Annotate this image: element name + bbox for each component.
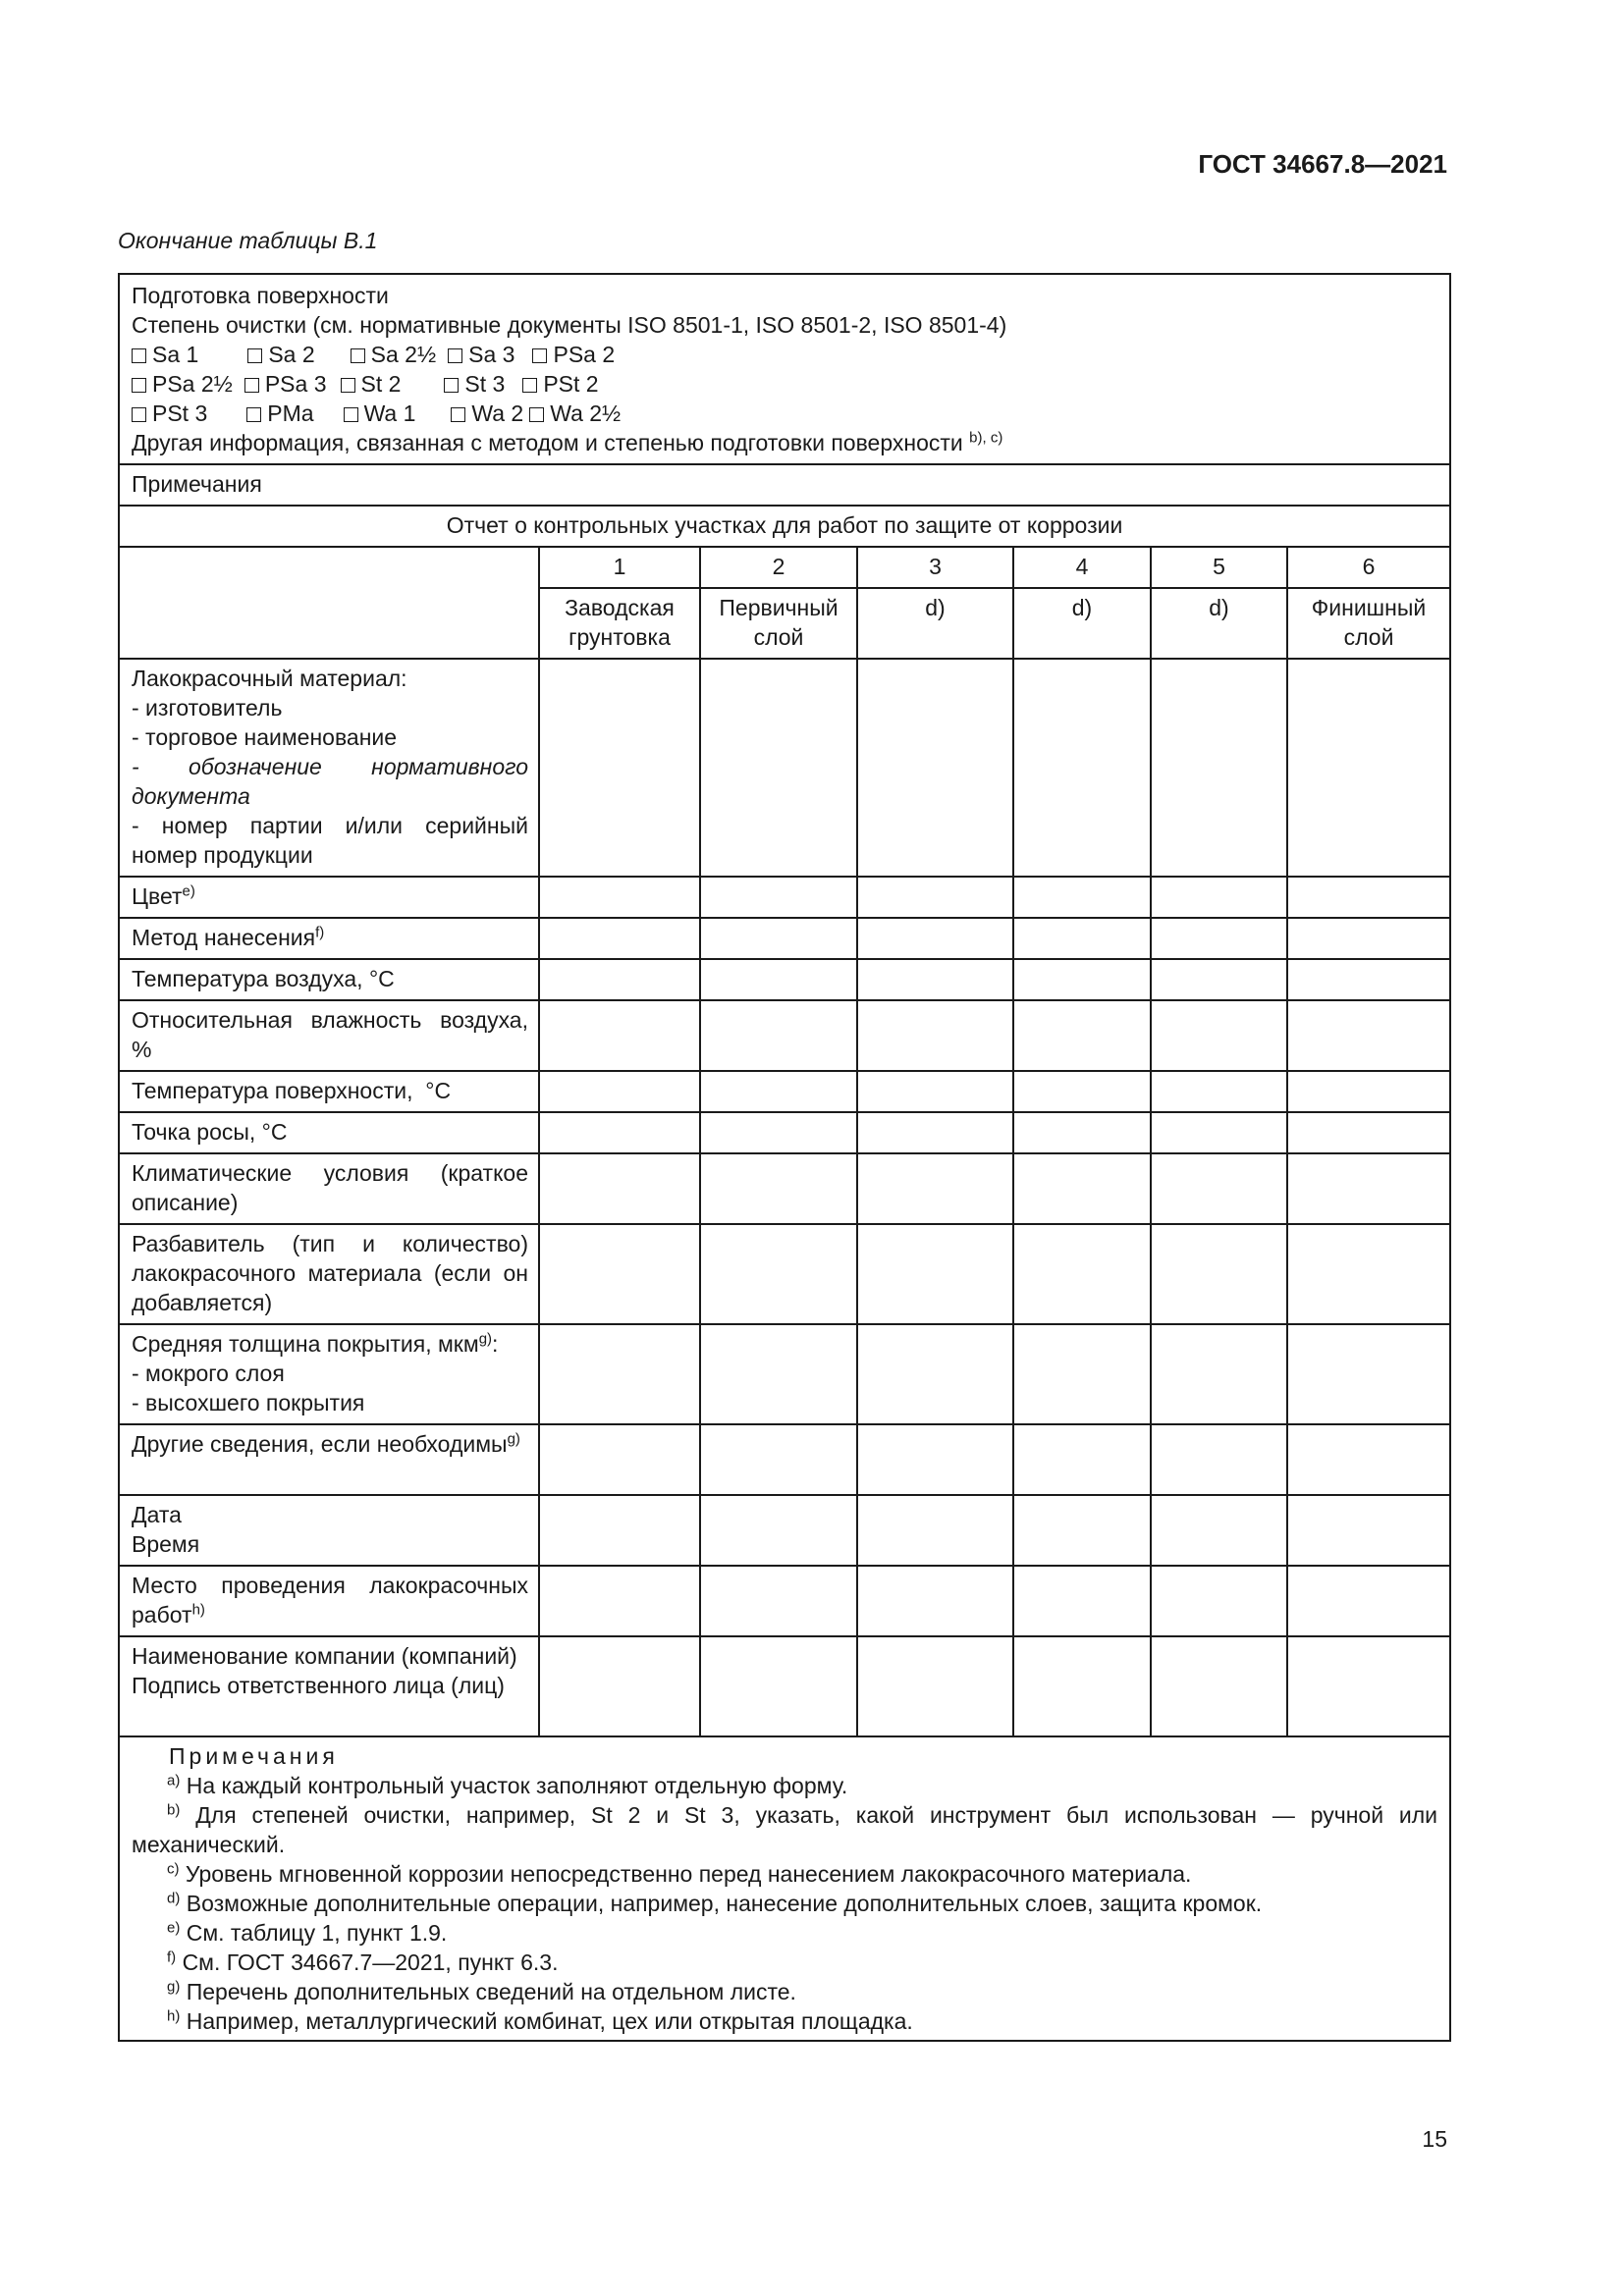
input-cell[interactable] <box>539 918 700 959</box>
input-cell[interactable] <box>1151 1071 1287 1112</box>
input-cell[interactable] <box>1151 918 1287 959</box>
input-cell[interactable] <box>1013 1424 1151 1495</box>
input-cell[interactable] <box>1013 1071 1151 1112</box>
row-label-text: Другие сведения, если необходимы <box>132 1431 508 1457</box>
grade-label: PSt 3 <box>152 400 208 426</box>
method-label <box>119 918 539 959</box>
column-name-d: d) <box>1151 588 1287 659</box>
thickness-label <box>119 1324 539 1424</box>
grade-label: Sa 2 <box>268 342 315 367</box>
column-number: 5 <box>1151 547 1287 588</box>
grade-row-2 <box>132 369 1437 399</box>
grade-label: Sa 2½ <box>370 342 437 367</box>
paint-trade-name: - торговое наименование <box>132 724 398 750</box>
input-cell[interactable] <box>1013 1112 1151 1153</box>
thinner-row <box>119 1224 1450 1324</box>
input-cell[interactable] <box>857 1153 1013 1224</box>
input-cell[interactable] <box>1013 1636 1151 1736</box>
checkbox-wa2-half[interactable] <box>529 407 544 422</box>
input-cell[interactable] <box>1151 1324 1287 1424</box>
column-name-first-coat <box>700 588 857 659</box>
input-cell[interactable] <box>1287 1324 1450 1424</box>
input-cell[interactable] <box>1287 959 1450 1000</box>
checkbox-pst3[interactable] <box>132 407 146 422</box>
company-label <box>119 1636 539 1736</box>
input-cell[interactable] <box>1013 1324 1151 1424</box>
input-cell[interactable] <box>700 877 857 918</box>
input-cell[interactable] <box>700 1324 857 1424</box>
footnote <box>132 1918 1437 1948</box>
input-cell[interactable] <box>857 1324 1013 1424</box>
input-cell[interactable] <box>700 1153 857 1224</box>
footnote-text: Перечень дополнительных сведений на отдельном листе. <box>186 1979 796 2004</box>
input-cell[interactable] <box>539 659 700 877</box>
footnote <box>132 1948 1437 1977</box>
input-cell[interactable] <box>1287 1112 1450 1153</box>
footnote-mark: g) <box>167 1978 181 1996</box>
input-cell[interactable] <box>539 959 700 1000</box>
other-info-label <box>119 1424 539 1495</box>
notes-title: Примечания <box>169 1743 339 1769</box>
climate-row <box>119 1153 1450 1224</box>
surface-temp-row <box>119 1071 1450 1112</box>
input-cell[interactable] <box>700 959 857 1000</box>
input-cell[interactable] <box>1287 1000 1450 1071</box>
input-cell[interactable] <box>857 918 1013 959</box>
input-cell[interactable] <box>857 1566 1013 1636</box>
column-number: 3 <box>857 547 1013 588</box>
notes-cell <box>119 1736 1450 2041</box>
paint-manufacturer: - изготовитель <box>132 695 283 721</box>
other-info-row <box>119 1424 1450 1495</box>
input-cell[interactable] <box>1287 1636 1450 1736</box>
column-number: 2 <box>700 547 857 588</box>
input-cell[interactable] <box>700 1224 857 1324</box>
grade-label: Sa 1 <box>152 342 199 367</box>
thickness-dry: - высохшего покрытия <box>132 1390 365 1415</box>
input-cell[interactable] <box>857 1112 1013 1153</box>
input-cell[interactable] <box>1287 659 1450 877</box>
checkbox-psa3[interactable] <box>244 378 259 393</box>
input-cell[interactable] <box>1151 959 1287 1000</box>
input-cell[interactable] <box>1151 1495 1287 1566</box>
checkbox-sa2[interactable] <box>247 348 262 363</box>
cleaning-degree-text: Степень очистки (см. нормативные документы ISO 8501-1, ISO 8501-2, ISO 8501-4) <box>132 312 1007 338</box>
thinner-label: Разбавитель (тип и количество) лакокрасочного материала (если он добавляется) <box>119 1224 539 1324</box>
input-cell[interactable] <box>539 1424 700 1495</box>
footnote-mark: e) <box>167 1919 181 1937</box>
input-cell[interactable] <box>539 1224 700 1324</box>
input-cell[interactable] <box>700 659 857 877</box>
input-cell[interactable] <box>539 1324 700 1424</box>
other-info-label: Другая информация, связанная с методом и степенью подготовки поверхности <box>132 430 963 455</box>
input-cell[interactable] <box>857 1224 1013 1324</box>
input-cell[interactable] <box>1151 1224 1287 1324</box>
method-row <box>119 918 1450 959</box>
grade-label: PSa 2 <box>553 342 616 367</box>
input-cell[interactable] <box>1287 918 1450 959</box>
climate-label: Климатические условия (краткое описание) <box>119 1153 539 1224</box>
input-cell[interactable] <box>1013 877 1151 918</box>
date-time-row <box>119 1495 1450 1566</box>
footnote-mark: g) <box>507 1430 520 1448</box>
surface-prep-cell <box>119 274 1450 464</box>
paint-batch-number: - номер партии и/или серийный номер продукции <box>132 813 528 868</box>
grade-label: PSa 3 <box>264 371 327 397</box>
footnote-text: Уровень мгновенной коррозии непосредственно перед нанесением лакокрасочного материала. <box>185 1861 1192 1887</box>
row-label-text: Цвет <box>132 883 183 909</box>
dew-point-row <box>119 1112 1450 1153</box>
grade-label: PSa 2½ <box>152 371 233 397</box>
signature-label: Подпись ответственного лица (лиц) <box>132 1673 505 1698</box>
footnote-mark: g) <box>478 1330 493 1348</box>
checkbox-sa1[interactable] <box>132 348 146 363</box>
column-name-factory-primer <box>539 588 700 659</box>
input-cell[interactable] <box>1151 1566 1287 1636</box>
humidity-row <box>119 1000 1450 1071</box>
input-cell[interactable] <box>1013 1000 1151 1071</box>
grade-label: Wa 2½ <box>550 400 622 426</box>
checkbox-pma[interactable] <box>246 407 261 422</box>
column-name-d: d) <box>857 588 1013 659</box>
footnote-mark: b) <box>167 1801 181 1819</box>
input-cell[interactable] <box>1013 1153 1151 1224</box>
surface-prep-row <box>119 274 1450 464</box>
column-numbers-row <box>119 547 1450 588</box>
column-number: 6 <box>1287 547 1450 588</box>
input-cell[interactable] <box>1287 1495 1450 1566</box>
checkbox-wa2[interactable] <box>451 407 465 422</box>
footnote-text: На каждый контрольный участок заполняют отдельную форму. <box>186 1773 848 1798</box>
column-number: 4 <box>1013 547 1151 588</box>
input-cell[interactable] <box>857 1071 1013 1112</box>
column-name-line: слой <box>753 624 804 650</box>
dew-point-label: Точка росы, °C <box>119 1112 539 1153</box>
thickness-title: Средняя толщина покрытия, мкм$^{g)}$: <box>132 1330 499 1357</box>
paint-normative-doc: - обозначение нормативного документа <box>132 754 528 809</box>
input-cell[interactable] <box>539 1495 700 1566</box>
company-row <box>119 1636 1450 1736</box>
footnote <box>132 1859 1437 1889</box>
footnote-mark: d) <box>167 1890 181 1907</box>
footnote-text: См. таблицу 1, пункт 1.9. <box>186 1920 448 1946</box>
input-cell[interactable] <box>700 1071 857 1112</box>
footnote <box>132 1977 1437 2006</box>
grade-label: St 3 <box>464 371 506 397</box>
input-cell[interactable] <box>1151 659 1287 877</box>
table-caption: Окончание таблицы В.1 <box>118 228 378 253</box>
input-cell[interactable] <box>1287 877 1450 918</box>
footnote-text: Для степеней очистки, например, St 2 и St 3, указать, какой инструмент был использован — ручной или механический. <box>132 1802 1438 1857</box>
paint-material-row <box>119 659 1450 877</box>
paint-title: Лакокрасочный материал: <box>132 666 407 691</box>
date-time-label <box>119 1495 539 1566</box>
input-cell[interactable] <box>539 1636 700 1736</box>
input-cell[interactable] <box>1287 1224 1450 1324</box>
input-cell[interactable] <box>1287 1566 1450 1636</box>
column-name-line: Первичный <box>719 595 839 620</box>
checkbox-psa2-half[interactable] <box>132 378 146 393</box>
input-cell[interactable] <box>857 959 1013 1000</box>
footnote <box>132 1771 1437 1800</box>
column-number: 1 <box>539 547 700 588</box>
paint-material-label <box>119 659 539 877</box>
column-name-line: Финишный <box>1311 595 1427 620</box>
input-cell[interactable] <box>857 877 1013 918</box>
input-cell[interactable] <box>857 1424 1013 1495</box>
footnote-mark: b), c) <box>969 429 1003 447</box>
input-cell[interactable] <box>1013 1566 1151 1636</box>
document-code: ГОСТ 34667.8—2021 <box>1198 149 1447 179</box>
report-title-row <box>119 506 1450 547</box>
surface-prep-title: Подготовка поверхности <box>132 283 389 308</box>
grade-row-3 <box>132 399 1437 428</box>
date-label: Дата <box>132 1502 182 1527</box>
input-cell[interactable] <box>700 1000 857 1071</box>
time-label: Время <box>132 1531 200 1557</box>
input-cell[interactable] <box>1151 877 1287 918</box>
color-row <box>119 877 1450 918</box>
row-label-text: Средняя толщина покрытия, мкм <box>132 1331 479 1357</box>
input-cell[interactable] <box>539 1000 700 1071</box>
company-name-label: Наименование компании (компаний) <box>132 1643 517 1669</box>
column-name-line: грунтовка <box>568 624 671 650</box>
input-cell[interactable] <box>539 877 700 918</box>
input-cell[interactable] <box>1287 1071 1450 1112</box>
input-cell[interactable] <box>1287 1153 1450 1224</box>
input-cell[interactable] <box>539 1566 700 1636</box>
checkbox-sa3[interactable] <box>448 348 462 363</box>
footnote-text: См. ГОСТ 34667.7—2021, пункт 6.3. <box>182 1949 559 1975</box>
air-temp-row <box>119 959 1450 1000</box>
input-cell[interactable] <box>1287 1424 1450 1495</box>
row-label-text: Метод нанесения <box>132 925 316 950</box>
row-label-text: Место проведения лакокрасочных работ <box>132 1573 528 1628</box>
input-cell[interactable] <box>1151 1000 1287 1071</box>
input-cell[interactable] <box>1151 1424 1287 1495</box>
input-cell[interactable] <box>857 1000 1013 1071</box>
input-cell[interactable] <box>700 1424 857 1495</box>
input-cell[interactable] <box>857 659 1013 877</box>
input-cell[interactable] <box>1013 1224 1151 1324</box>
place-row <box>119 1566 1450 1636</box>
input-cell[interactable] <box>1151 1112 1287 1153</box>
input-cell[interactable] <box>857 1495 1013 1566</box>
page-number: 15 <box>1422 2126 1447 2152</box>
footnote-text: Возможные дополнительные операции, например, нанесение дополнительных слоев, защита кромок. <box>186 1891 1263 1916</box>
column-name-line: слой <box>1343 624 1394 650</box>
checkbox-pst2[interactable] <box>522 378 537 393</box>
header-blank-cell <box>119 547 539 659</box>
checkbox-sa2-half[interactable] <box>351 348 365 363</box>
grade-label: Wa 2 <box>471 400 524 426</box>
input-cell[interactable] <box>700 1566 857 1636</box>
air-temp-label: Температура воздуха, °C <box>119 959 539 1000</box>
column-name-d: d) <box>1013 588 1151 659</box>
remarks-cell: Примечания <box>119 464 1450 506</box>
input-cell[interactable] <box>1013 1495 1151 1566</box>
column-name-line: Заводская <box>565 595 675 620</box>
footnote-mark: c) <box>167 1860 180 1878</box>
input-cell[interactable] <box>539 1071 700 1112</box>
input-cell[interactable] <box>1013 918 1151 959</box>
input-cell[interactable] <box>1151 1636 1287 1736</box>
remarks-row <box>119 464 1450 506</box>
notes-row <box>119 1736 1450 2041</box>
footnote-mark: e) <box>182 882 195 900</box>
grade-label: Sa 3 <box>468 342 515 367</box>
grade-label: PMa <box>267 400 314 426</box>
footnote-mark: a) <box>167 1772 181 1789</box>
input-cell[interactable] <box>857 1636 1013 1736</box>
footnote-mark: h) <box>167 2007 181 2025</box>
thickness-row <box>119 1324 1450 1424</box>
grade-row-1 <box>132 340 1437 369</box>
footnote-text: Например, металлургический комбинат, цех или открытая площадка. <box>186 2008 913 2034</box>
input-cell[interactable] <box>539 1153 700 1224</box>
column-name-finish-coat <box>1287 588 1450 659</box>
inspection-form-table <box>118 273 1451 2042</box>
input-cell[interactable] <box>700 1112 857 1153</box>
checkbox-st2[interactable] <box>341 378 355 393</box>
surface-temp-label: Температура поверхности, °C <box>119 1071 539 1112</box>
input-cell[interactable] <box>700 1495 857 1566</box>
footnote <box>132 2006 1437 2036</box>
grade-label: PSt 2 <box>543 371 599 397</box>
checkbox-wa1[interactable] <box>344 407 358 422</box>
footnote-mark: f) <box>315 924 325 941</box>
input-cell[interactable] <box>700 918 857 959</box>
footnote-mark: f) <box>167 1949 177 1966</box>
checkbox-psa2[interactable] <box>532 348 547 363</box>
grade-label: St 2 <box>360 371 402 397</box>
input-cell[interactable] <box>1013 659 1151 877</box>
place-label <box>119 1566 539 1636</box>
input-cell[interactable] <box>700 1636 857 1736</box>
report-title: Отчет о контрольных участках для работ по защите от коррозии <box>119 506 1450 547</box>
color-label <box>119 877 539 918</box>
footnote-mark: h) <box>191 1601 205 1619</box>
thickness-wet: - мокрого слоя <box>132 1361 285 1386</box>
checkbox-st3[interactable] <box>444 378 459 393</box>
input-cell[interactable] <box>1151 1153 1287 1224</box>
input-cell[interactable] <box>1013 959 1151 1000</box>
other-info-text <box>132 428 1437 457</box>
input-cell[interactable] <box>539 1112 700 1153</box>
humidity-label: Относительная влажность воздуха, % <box>119 1000 539 1071</box>
footnote <box>132 1889 1437 1918</box>
footnote <box>132 1800 1437 1859</box>
grade-label: Wa 1 <box>363 400 416 426</box>
